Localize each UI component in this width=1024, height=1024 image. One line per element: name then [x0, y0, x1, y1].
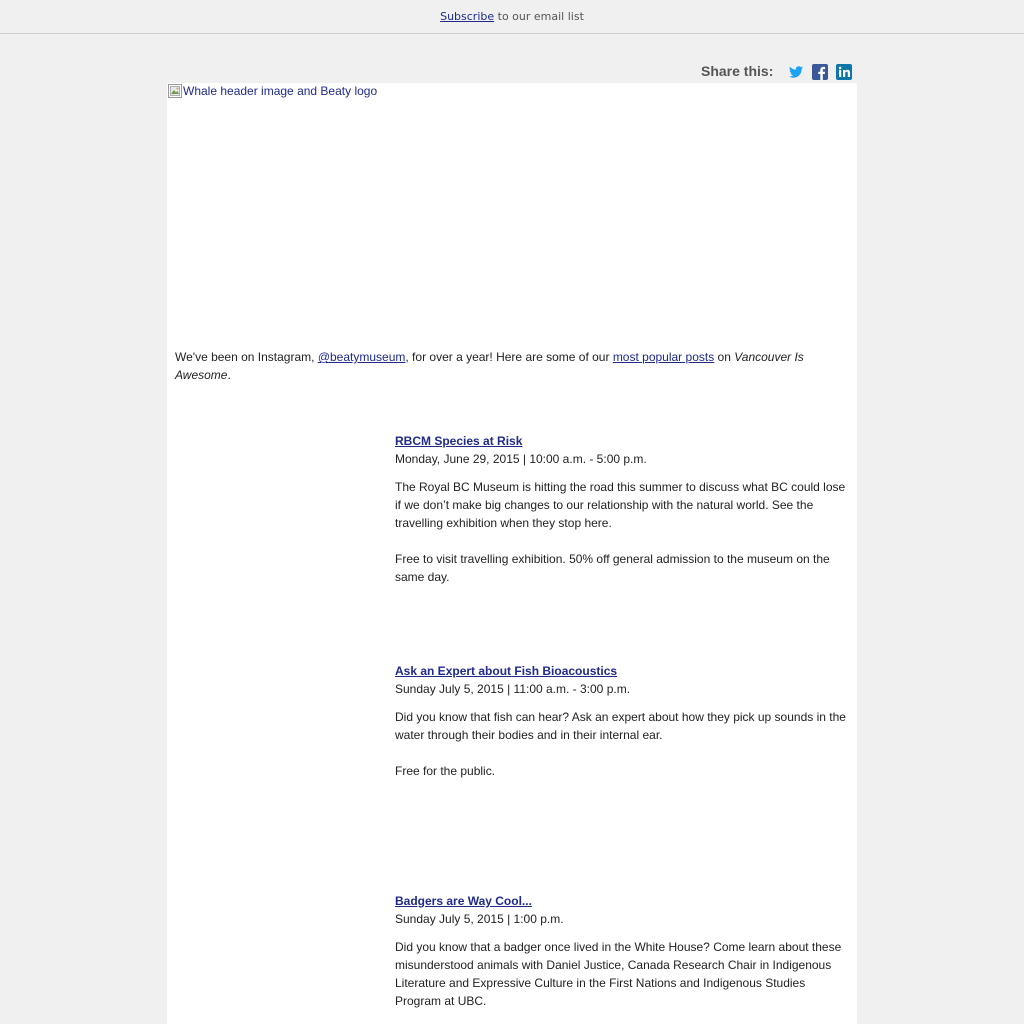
event-date: Monday, June 29, 2015 | 10:00 a.m. - 5:00 p.m.: [395, 452, 647, 466]
broken-image-icon: [168, 84, 182, 98]
intro-text-4: .: [227, 368, 231, 382]
subscribe-bar: [0, 0, 1024, 34]
event-note: Free to visit travelling exhibition. 50% off general admission to the museum on the same day.: [395, 552, 830, 584]
instagram-link[interactable]: @beatymuseum: [317, 350, 406, 364]
header-image[interactable]: [167, 83, 857, 333]
event-description: Did you know that a badger once lived in the White House? Come learn about these misunderstood animals with Daniel Justice, Canada Research Chair in Indigenous Literature and Expressive Culture in the First Nations and Indigenous Studies Program at UBC.: [395, 940, 842, 1008]
event-item: [395, 662, 851, 780]
event-title-link[interactable]: Badgers are Way Cool...: [395, 894, 532, 908]
event-date: Sunday July 5, 2015 | 1:00 p.m.: [395, 912, 564, 926]
popular-posts-link[interactable]: most popular posts: [612, 350, 715, 364]
share-label: Share this:: [701, 63, 774, 79]
event-note: Free for the public.: [395, 764, 496, 778]
event-description: The Royal BC Museum is hitting the road this summer to discuss what BC could lose if we don’t make big changes to our relationship with the natural world. See the travelling exhibition when they stop here.: [395, 480, 846, 530]
header-image-alt: Whale header image and Beaty logo: [183, 84, 378, 98]
intro-text-2: , for over a year! Here are some of our: [405, 350, 613, 364]
subscribe-text: to our email list: [494, 10, 584, 23]
linkedin-icon[interactable]: [836, 64, 852, 80]
intro-paragraph: [175, 348, 849, 384]
newsletter-card: [167, 83, 857, 1024]
facebook-icon[interactable]: [812, 64, 828, 80]
subscribe-link[interactable]: Subscribe: [440, 10, 495, 23]
share-bar: [700, 62, 860, 82]
publication-name: Vancouver Is Awesome: [175, 350, 804, 382]
event-date: Sunday July 5, 2015 | 11:00 a.m. - 3:00 p.m.: [395, 682, 631, 696]
event-description: Did you know that fish can hear? Ask an expert about how they pick up sounds in the water through their bodies and in their internal ear.: [395, 710, 846, 742]
event-item: [395, 432, 851, 586]
intro-text-3: on: [714, 350, 735, 364]
event-title-link[interactable]: Ask an Expert about Fish Bioacoustics: [395, 664, 618, 678]
event-title-link[interactable]: RBCM Species at Risk: [395, 434, 523, 448]
event-item: [395, 892, 851, 1010]
intro-text-1: We've been on Instagram,: [175, 350, 318, 364]
twitter-icon[interactable]: [788, 64, 804, 80]
